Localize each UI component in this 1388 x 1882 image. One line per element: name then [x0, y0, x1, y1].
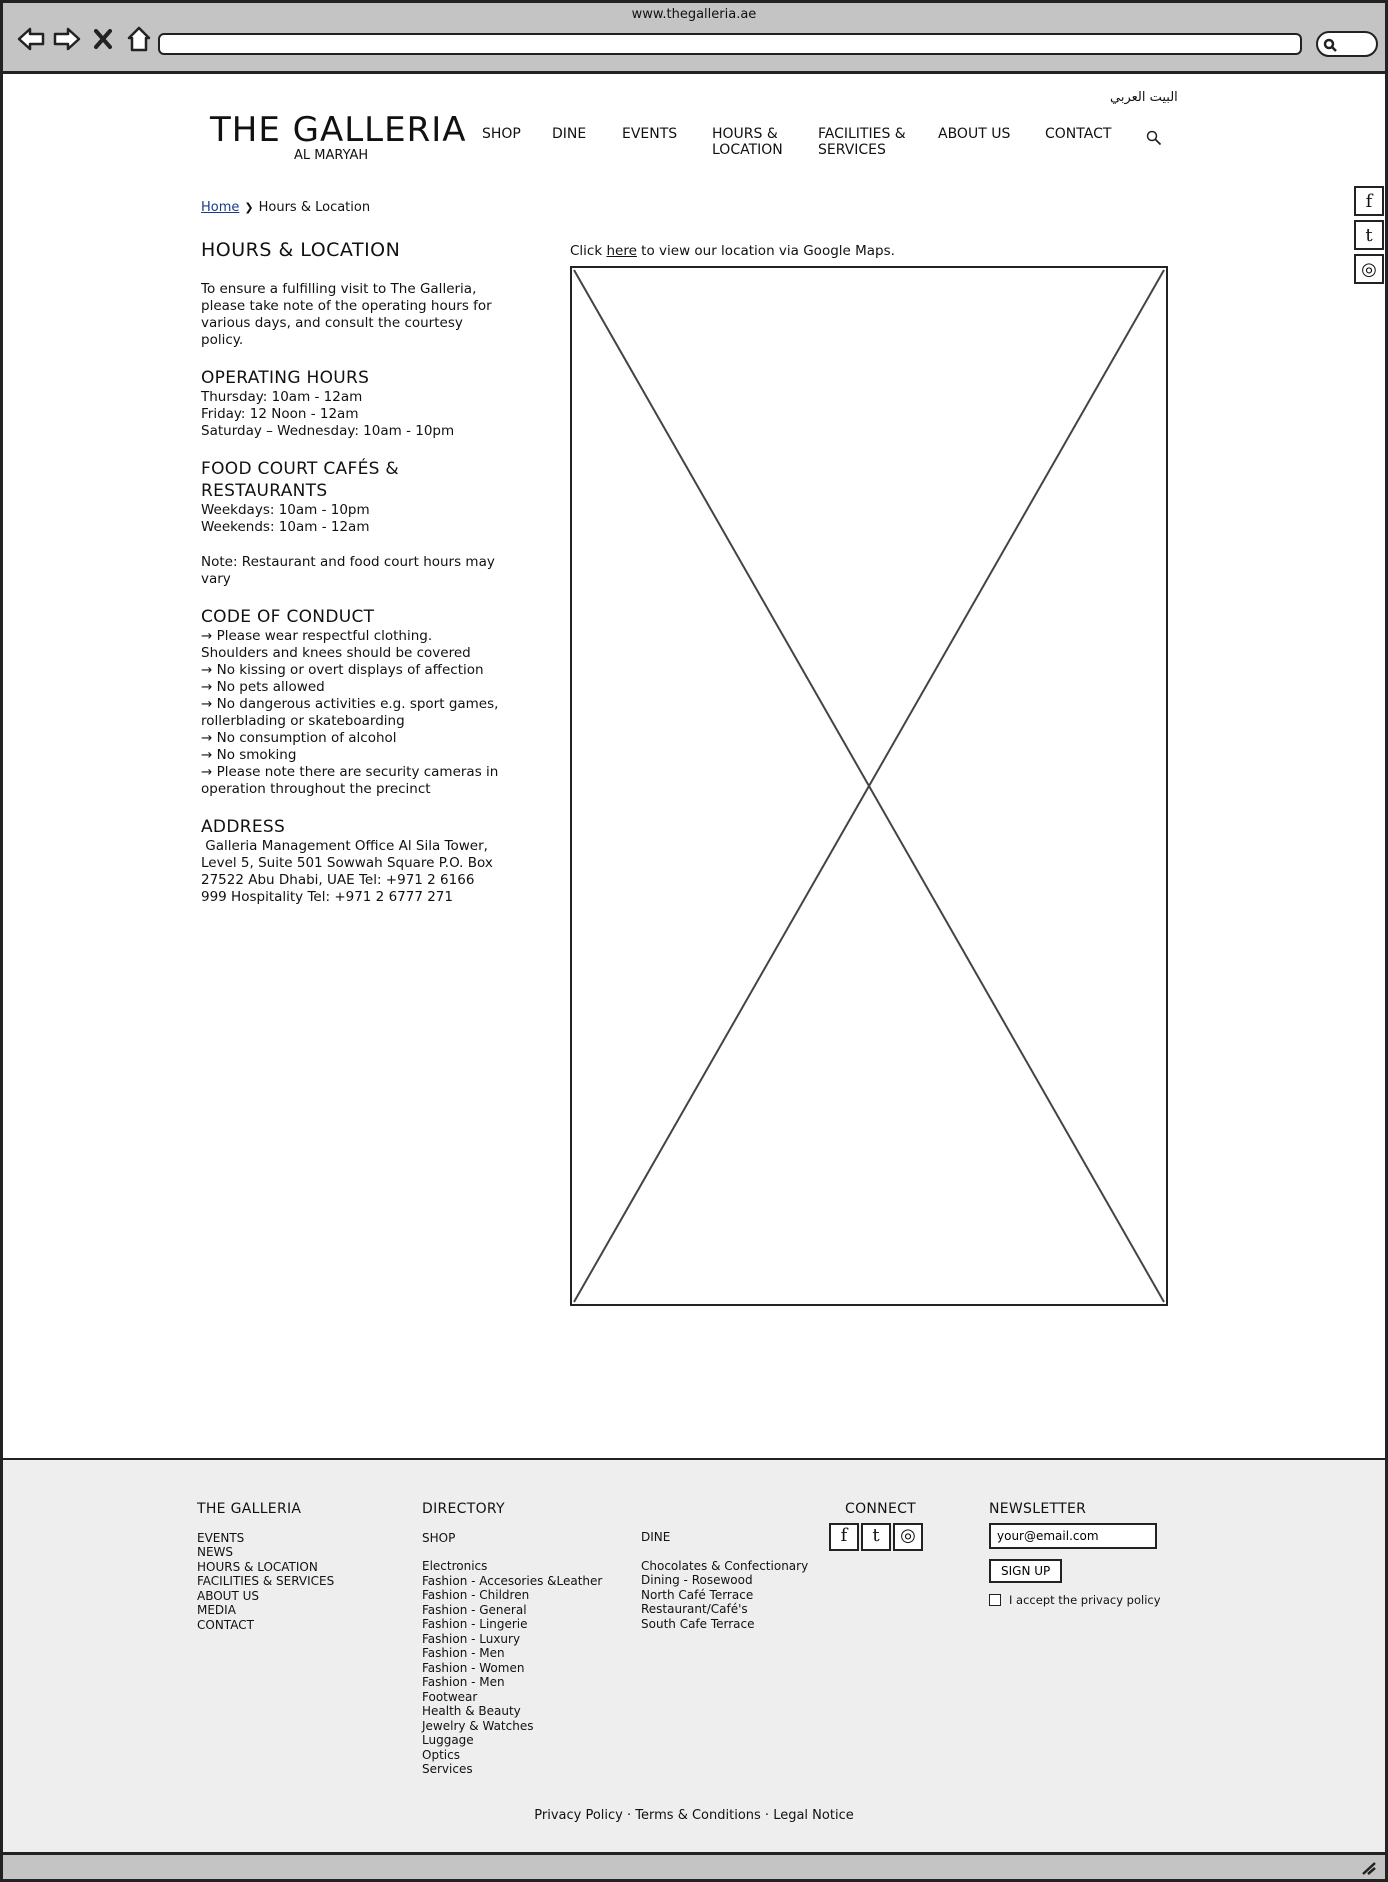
- conduct-item: → No pets allowed: [201, 679, 325, 695]
- newsletter-email-input[interactable]: [989, 1523, 1157, 1549]
- map-caption-text: to view our location via Google Maps.: [636, 243, 895, 259]
- twitter-icon[interactable]: t: [1354, 220, 1384, 250]
- nav-facilities-services[interactable]: FACILITIES & SERVICES: [818, 126, 906, 158]
- chevron-right-icon: ❯: [244, 201, 254, 214]
- footer-galleria-heading: THE GALLERIA: [197, 1501, 302, 1517]
- shop-link[interactable]: Fashion - General: [422, 1602, 527, 1617]
- instagram-icon[interactable]: ◎: [893, 1523, 923, 1551]
- legal-separator: ·: [760, 1808, 774, 1823]
- footer-directory-shop-column: [422, 1502, 602, 1777]
- footer-galleria-column: [197, 1502, 334, 1632]
- footer-link-news[interactable]: NEWS: [197, 1545, 234, 1559]
- dine-link[interactable]: Chocolates & Confectionary: [641, 1558, 809, 1573]
- shop-link[interactable]: Fashion - Luxury: [422, 1631, 521, 1646]
- shop-link[interactable]: Fashion - Lingerie: [422, 1617, 528, 1631]
- conduct-item: → Please note there are security cameras in operation throughout the precinct: [201, 764, 499, 797]
- footer-directory-dine-column: [641, 1530, 808, 1631]
- search-icon: [1323, 38, 1337, 52]
- footer-dine-heading[interactable]: DINE: [641, 1530, 671, 1544]
- instagram-icon[interactable]: ◎: [1354, 254, 1384, 284]
- conduct-item: → No kissing or overt displays of affection: [201, 662, 484, 678]
- footer-link-media[interactable]: MEDIA: [197, 1603, 236, 1617]
- footer: [3, 1458, 1385, 1854]
- browser-toolbar: [0, 0, 1388, 74]
- conduct-item: → No smoking: [201, 747, 297, 763]
- footer-link-contact[interactable]: CONTACT: [197, 1617, 254, 1632]
- site-logo[interactable]: [210, 110, 467, 163]
- map-placeholder[interactable]: [570, 266, 1168, 1306]
- shop-link[interactable]: Services: [422, 1762, 473, 1776]
- footer-connect-column: [829, 1502, 923, 1551]
- address-bar[interactable]: [158, 33, 1302, 55]
- shop-link[interactable]: Fashion - Women: [422, 1660, 525, 1675]
- dine-link[interactable]: Restaurant/Café's: [641, 1602, 748, 1616]
- side-social-bar: [1354, 186, 1384, 284]
- footer-connect-heading: CONNECT: [845, 1501, 917, 1517]
- home-icon[interactable]: [125, 25, 153, 53]
- nav-about-us[interactable]: ABOUT US: [938, 126, 1011, 142]
- conduct-item: → No consumption of alcohol: [201, 730, 397, 746]
- logo-subtitle: AL MARYAH: [294, 148, 369, 163]
- footer-link-hours-location[interactable]: HOURS & LOCATION: [197, 1559, 318, 1574]
- food-note: Note: Restaurant and food court hours may vary: [201, 554, 495, 587]
- nav-contact[interactable]: CONTACT: [1045, 126, 1112, 142]
- shop-link[interactable]: Health & Beauty: [422, 1704, 521, 1718]
- food-court-heading: FOOD COURT CAFÉS & RESTAURANTS: [201, 459, 399, 501]
- logo-title: THE GALLERIA: [210, 110, 467, 150]
- facebook-icon[interactable]: f: [829, 1523, 859, 1551]
- conduct-item: → Please wear respectful clothing. Shoulders and knees should be covered: [201, 628, 471, 661]
- breadcrumb: [201, 200, 370, 215]
- dine-link[interactable]: Dining - Rosewood: [641, 1573, 753, 1587]
- image-placeholder-icon: [572, 268, 1166, 1304]
- map-caption: [570, 243, 895, 259]
- footer-link-about-us[interactable]: ABOUT US: [197, 1588, 260, 1603]
- operating-line: Thursday: 10am - 12am: [201, 389, 363, 405]
- food-line: Weekdays: 10am - 10pm: [201, 502, 370, 518]
- shop-link[interactable]: Electronics: [422, 1559, 488, 1573]
- footer-directory-heading: DIRECTORY: [422, 1501, 505, 1517]
- operating-hours-heading: OPERATING HOURS: [201, 368, 370, 388]
- code-of-conduct-heading: CODE OF CONDUCT: [201, 607, 375, 627]
- shop-link[interactable]: Footwear: [422, 1689, 478, 1704]
- address-text: Galleria Management Office Al Sila Tower, Level 5, Suite 501 Sowwah Square P.O. Box 27522 Abu Dhabi, UAE Tel: +971 2 6166 999 Hospitality Tel: +971 2 6777 271: [201, 838, 498, 905]
- breadcrumb-current: Hours & Location: [258, 200, 371, 215]
- footer-shop-heading[interactable]: SHOP: [422, 1530, 456, 1545]
- conduct-item: → No dangerous activities e.g. sport games, rollerblading or skateboarding: [201, 696, 499, 729]
- terms-link[interactable]: Terms & Conditions: [635, 1808, 761, 1823]
- intro-text: To ensure a fulfilling visit to The Galleria, please take note of the operating hours for various days, and consult the courtesy policy.: [201, 281, 492, 348]
- browser-status-bar: [0, 1852, 1388, 1882]
- operating-line: Friday: 12 Noon - 12am: [201, 406, 359, 422]
- privacy-checkbox[interactable]: [989, 1594, 1001, 1606]
- shop-link[interactable]: Fashion - Men: [422, 1646, 505, 1660]
- shop-link[interactable]: Fashion - Men: [422, 1675, 505, 1689]
- dine-link[interactable]: South Cafe Terrace: [641, 1616, 755, 1631]
- privacy-policy-link[interactable]: Privacy Policy: [534, 1808, 623, 1823]
- legal-separator: ·: [622, 1808, 636, 1823]
- footer-newsletter-heading: NEWSLETTER: [989, 1501, 1087, 1517]
- twitter-icon[interactable]: t: [861, 1523, 891, 1551]
- map-caption-text: Click: [570, 243, 607, 259]
- facebook-icon[interactable]: f: [1354, 186, 1384, 216]
- nav-events[interactable]: EVENTS: [622, 126, 678, 142]
- search-icon[interactable]: [1146, 130, 1162, 150]
- google-maps-link[interactable]: here: [606, 243, 637, 259]
- nav-hours-location[interactable]: HOURS & LOCATION: [712, 126, 783, 158]
- nav-shop[interactable]: SHOP: [482, 126, 521, 142]
- legal-notice-link[interactable]: Legal Notice: [773, 1808, 854, 1823]
- footer-link-facilities[interactable]: FACILITIES & SERVICES: [197, 1574, 335, 1588]
- signup-button[interactable]: SIGN UP: [989, 1559, 1062, 1583]
- operating-line: Saturday – Wednesday: 10am - 10pm: [201, 423, 455, 439]
- address-heading: ADDRESS: [201, 817, 286, 837]
- breadcrumb-home-link[interactable]: Home: [201, 200, 240, 215]
- shop-link[interactable]: Fashion - Accesories &Leather: [422, 1573, 603, 1588]
- shop-link[interactable]: Jewelry & Watches: [422, 1718, 534, 1733]
- privacy-label: I accept the privacy policy: [1009, 1592, 1161, 1607]
- browser-title: www.thegalleria.ae: [631, 7, 757, 22]
- legal-links: [3, 1808, 1385, 1823]
- food-line: Weekends: 10am - 12am: [201, 519, 370, 535]
- dine-link[interactable]: North Café Terrace: [641, 1587, 754, 1602]
- shop-link[interactable]: Luggage: [422, 1733, 474, 1747]
- shop-link[interactable]: Optics: [422, 1747, 460, 1762]
- nav-dine[interactable]: DINE: [552, 126, 587, 142]
- footer-newsletter-column: [989, 1502, 1161, 1607]
- footer-link-events[interactable]: EVENTS: [197, 1530, 245, 1545]
- back-arrow-icon[interactable]: [17, 25, 45, 53]
- resize-grip-icon[interactable]: [1361, 1861, 1377, 1875]
- hours-location-content: [201, 239, 501, 906]
- shop-link[interactable]: Fashion - Children: [422, 1588, 530, 1602]
- language-link[interactable]: البيت العربي: [1110, 90, 1178, 105]
- forward-arrow-icon[interactable]: [53, 25, 81, 53]
- close-x-icon[interactable]: [89, 25, 117, 53]
- browser-search-field[interactable]: [1316, 31, 1378, 57]
- page-title: HOURS & LOCATION: [201, 239, 401, 261]
